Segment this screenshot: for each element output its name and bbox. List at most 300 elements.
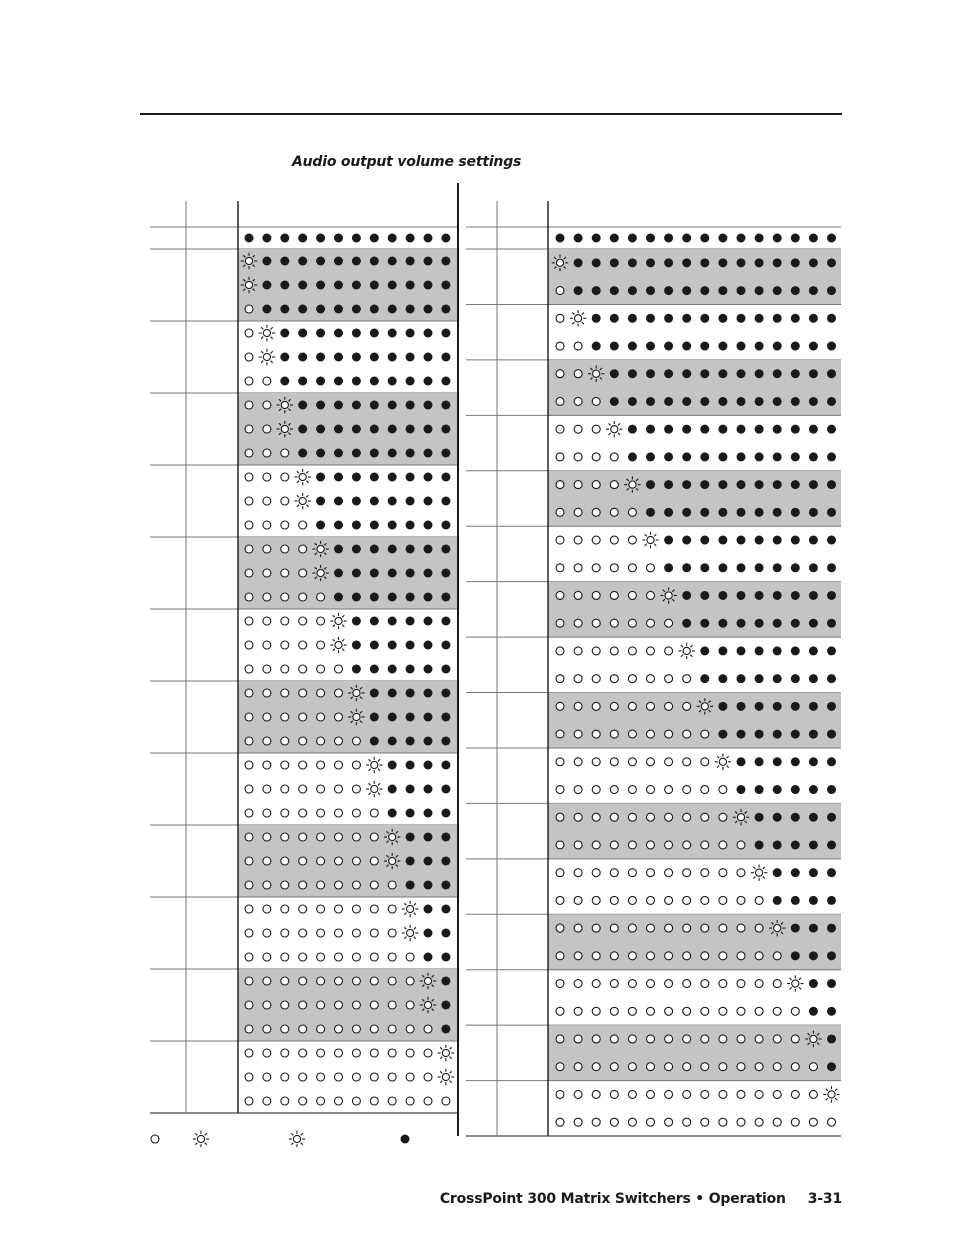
filled-circle-icon: [773, 868, 782, 877]
filled-circle-icon: [388, 809, 397, 818]
filled-circle-icon: [316, 234, 325, 243]
filled-circle-icon: [316, 521, 325, 530]
filled-circle-icon: [334, 377, 343, 386]
filled-circle-icon: [737, 674, 746, 683]
filled-circle-icon: [352, 641, 361, 650]
filled-circle-icon: [646, 397, 655, 406]
shaded-band: [548, 914, 841, 969]
filled-circle-icon: [737, 646, 746, 655]
open-circle-icon: [592, 453, 600, 461]
filled-circle-icon: [441, 785, 450, 794]
open-circle-icon: [281, 809, 289, 817]
filled-circle-icon: [441, 1025, 450, 1034]
filled-circle-icon: [682, 369, 691, 378]
sunburst-icon: [624, 476, 640, 492]
open-circle-icon: [370, 929, 378, 937]
filled-circle-icon: [700, 452, 709, 461]
open-circle-icon: [719, 896, 727, 904]
open-circle-icon: [701, 1063, 709, 1071]
filled-circle-icon: [700, 314, 709, 323]
open-circle-icon: [370, 809, 378, 817]
open-circle-icon: [352, 953, 360, 961]
open-circle-icon: [610, 952, 618, 960]
open-circle-icon: [281, 881, 289, 889]
open-circle-icon: [574, 536, 582, 544]
open-circle-icon: [245, 377, 253, 385]
open-circle-icon: [281, 497, 289, 505]
filled-circle-icon: [827, 730, 836, 739]
filled-circle-icon: [441, 425, 450, 434]
open-circle-icon: [556, 564, 564, 572]
filled-circle-icon: [592, 342, 601, 351]
filled-circle-icon: [352, 497, 361, 506]
filled-circle-icon: [791, 868, 800, 877]
filled-circle-icon: [352, 449, 361, 458]
filled-circle-icon: [737, 591, 746, 600]
open-circle-icon: [592, 619, 600, 627]
filled-circle-icon: [718, 314, 727, 323]
sunburst-icon: [295, 493, 311, 509]
open-circle-icon: [335, 665, 343, 673]
filled-circle-icon: [773, 536, 782, 545]
open-circle-icon: [628, 619, 636, 627]
open-circle-icon: [683, 1063, 691, 1071]
open-circle-icon: [299, 881, 307, 889]
open-circle-icon: [574, 675, 582, 683]
open-circle-icon: [388, 1001, 396, 1009]
open-circle-icon: [683, 702, 691, 710]
filled-circle-icon: [737, 785, 746, 794]
open-circle-icon: [574, 397, 582, 405]
open-circle-icon: [370, 953, 378, 961]
open-circle-icon: [263, 1073, 271, 1081]
open-circle-icon: [647, 980, 655, 988]
filled-circle-icon: [755, 757, 764, 766]
open-circle-icon: [665, 841, 673, 849]
filled-circle-icon: [424, 449, 433, 458]
sunburst-icon: [570, 310, 586, 326]
open-circle-icon: [281, 713, 289, 721]
filled-circle-icon: [737, 757, 746, 766]
open-circle-icon: [370, 977, 378, 985]
open-circle-icon: [574, 924, 582, 932]
open-circle-icon: [263, 545, 271, 553]
open-circle-icon: [647, 1063, 655, 1071]
open-circle-icon: [665, 896, 673, 904]
open-circle-icon: [737, 1063, 745, 1071]
open-circle-icon: [701, 841, 709, 849]
filled-circle-icon: [791, 314, 800, 323]
open-circle-icon: [665, 1063, 673, 1071]
open-circle-icon: [281, 1025, 289, 1033]
filled-circle-icon: [406, 737, 415, 746]
open-circle-icon: [574, 370, 582, 378]
filled-circle-icon: [700, 591, 709, 600]
filled-circle-icon: [334, 545, 343, 554]
sunburst-icon: [366, 757, 382, 773]
filled-circle-icon: [755, 286, 764, 295]
filled-circle-icon: [406, 521, 415, 530]
open-circle-icon: [245, 473, 253, 481]
filled-circle-icon: [827, 1034, 836, 1043]
filled-circle-icon: [646, 286, 655, 295]
filled-circle-icon: [406, 281, 415, 290]
open-circle-icon: [388, 977, 396, 985]
filled-circle-icon: [316, 329, 325, 338]
filled-circle-icon: [298, 449, 307, 458]
filled-circle-icon: [388, 545, 397, 554]
open-circle-icon: [335, 857, 343, 865]
filled-circle-icon: [827, 868, 836, 877]
filled-circle-icon: [406, 377, 415, 386]
filled-circle-icon: [628, 369, 637, 378]
filled-circle-icon: [773, 397, 782, 406]
open-circle-icon: [245, 1073, 253, 1081]
filled-circle-icon: [592, 286, 601, 295]
filled-circle-icon: [406, 881, 415, 890]
filled-circle-icon: [700, 563, 709, 572]
filled-circle-icon: [388, 425, 397, 434]
open-circle-icon: [628, 675, 636, 683]
open-circle-icon: [263, 401, 271, 409]
filled-circle-icon: [298, 305, 307, 314]
filled-circle-icon: [388, 641, 397, 650]
open-circle-icon: [335, 905, 343, 913]
open-circle-icon: [245, 833, 253, 841]
filled-circle-icon: [441, 1001, 450, 1010]
filled-circle-icon: [827, 480, 836, 489]
open-circle-icon: [263, 953, 271, 961]
open-circle-icon: [773, 1090, 781, 1098]
open-circle-icon: [245, 1001, 253, 1009]
filled-circle-icon: [791, 563, 800, 572]
filled-circle-icon: [791, 757, 800, 766]
open-circle-icon: [245, 713, 253, 721]
sunburst-icon: [312, 565, 328, 581]
filled-circle-icon: [316, 473, 325, 482]
filled-circle-icon: [352, 305, 361, 314]
filled-circle-icon: [700, 397, 709, 406]
open-circle-icon: [647, 564, 655, 572]
filled-circle-icon: [718, 563, 727, 572]
open-circle-icon: [556, 619, 564, 627]
filled-circle-icon: [737, 619, 746, 628]
filled-circle-icon: [737, 258, 746, 267]
filled-circle-icon: [316, 425, 325, 434]
open-circle-icon: [299, 977, 307, 985]
open-circle-icon: [263, 857, 271, 865]
filled-circle-icon: [827, 785, 836, 794]
open-circle-icon: [352, 857, 360, 865]
filled-circle-icon: [809, 480, 818, 489]
open-circle-icon: [442, 1097, 450, 1105]
filled-circle-icon: [718, 397, 727, 406]
open-circle-icon: [628, 841, 636, 849]
filled-circle-icon: [755, 563, 764, 572]
filled-circle-icon: [827, 452, 836, 461]
filled-circle-icon: [791, 536, 800, 545]
filled-circle-icon: [755, 674, 764, 683]
filled-circle-icon: [773, 342, 782, 351]
open-circle-icon: [245, 497, 253, 505]
open-circle-icon: [299, 1097, 307, 1105]
open-circle-icon: [773, 1007, 781, 1015]
filled-circle-icon: [827, 1007, 836, 1016]
open-circle-icon: [665, 1118, 673, 1126]
open-circle-icon: [263, 377, 271, 385]
filled-circle-icon: [827, 425, 836, 434]
open-circle-icon: [281, 977, 289, 985]
open-circle-icon: [755, 1007, 763, 1015]
filled-circle-icon: [574, 234, 583, 243]
filled-circle-icon: [682, 425, 691, 434]
open-circle-icon: [610, 730, 618, 738]
open-circle-icon: [628, 591, 636, 599]
open-circle-icon: [592, 675, 600, 683]
open-circle-icon: [665, 980, 673, 988]
filled-circle-icon: [809, 868, 818, 877]
open-circle-icon: [335, 953, 343, 961]
filled-circle-icon: [424, 329, 433, 338]
filled-circle-icon: [809, 1007, 818, 1016]
shaded-band: [548, 803, 841, 858]
open-circle-icon: [683, 924, 691, 932]
open-circle-icon: [701, 1035, 709, 1043]
table-caption: Audio output volume settings: [292, 154, 522, 170]
filled-circle-icon: [664, 508, 673, 517]
filled-circle-icon: [628, 342, 637, 351]
filled-circle-icon: [718, 342, 727, 351]
open-circle-icon: [574, 425, 582, 433]
open-circle-icon: [370, 1025, 378, 1033]
filled-circle-icon: [298, 377, 307, 386]
open-circle-icon: [610, 1063, 618, 1071]
open-circle-icon: [755, 1090, 763, 1098]
open-circle-icon: [683, 952, 691, 960]
shaded-band: [548, 249, 841, 304]
open-circle-icon: [755, 1118, 763, 1126]
open-circle-icon: [701, 730, 709, 738]
filled-circle-icon: [809, 591, 818, 600]
filled-circle-icon: [755, 258, 764, 267]
open-circle-icon: [317, 737, 325, 745]
open-circle-icon: [556, 1063, 564, 1071]
open-circle-icon: [335, 1049, 343, 1057]
open-circle-icon: [647, 591, 655, 599]
filled-circle-icon: [628, 314, 637, 323]
filled-circle-icon: [773, 619, 782, 628]
open-circle-icon: [610, 481, 618, 489]
open-circle-icon: [683, 1035, 691, 1043]
open-circle-icon: [352, 905, 360, 913]
sunburst-icon: [384, 853, 400, 869]
open-circle-icon: [773, 1063, 781, 1071]
open-circle-icon: [299, 521, 307, 529]
filled-circle-icon: [827, 508, 836, 517]
open-circle-icon: [683, 813, 691, 821]
open-circle-icon: [263, 833, 271, 841]
open-circle-icon: [628, 1090, 636, 1098]
open-circle-icon: [299, 953, 307, 961]
filled-circle-icon: [280, 305, 289, 314]
open-circle-icon: [628, 702, 636, 710]
sunburst-icon: [384, 829, 400, 845]
open-circle-icon: [592, 841, 600, 849]
filled-circle-icon: [406, 833, 415, 842]
filled-circle-icon: [334, 329, 343, 338]
sunburst-icon: [241, 253, 257, 269]
open-circle-icon: [628, 730, 636, 738]
open-circle-icon: [628, 1035, 636, 1043]
filled-circle-icon: [791, 452, 800, 461]
sunburst-icon: [733, 809, 749, 825]
filled-circle-icon: [827, 979, 836, 988]
filled-circle-icon: [370, 713, 379, 722]
filled-circle-icon: [718, 619, 727, 628]
filled-circle-icon: [424, 953, 433, 962]
open-circle-icon: [592, 397, 600, 405]
open-circle-icon: [317, 713, 325, 721]
filled-circle-icon: [646, 234, 655, 243]
filled-circle-icon: [755, 730, 764, 739]
filled-circle-icon: [370, 617, 379, 626]
filled-circle-icon: [773, 369, 782, 378]
open-circle-icon: [647, 1118, 655, 1126]
filled-circle-icon: [388, 329, 397, 338]
open-circle-icon: [299, 905, 307, 913]
filled-circle-icon: [610, 397, 619, 406]
filled-circle-icon: [406, 569, 415, 578]
open-circle-icon: [647, 896, 655, 904]
filled-circle-icon: [646, 258, 655, 267]
open-circle-icon: [592, 564, 600, 572]
sunburst-icon: [805, 1031, 821, 1047]
filled-circle-icon: [441, 809, 450, 818]
open-circle-icon: [370, 1097, 378, 1105]
filled-circle-icon: [298, 425, 307, 434]
sunburst-icon: [312, 541, 328, 557]
open-circle-icon: [574, 1118, 582, 1126]
filled-circle-icon: [424, 617, 433, 626]
open-circle-icon: [281, 1073, 289, 1081]
open-circle-icon: [683, 675, 691, 683]
sunburst-icon: [697, 698, 713, 714]
open-circle-icon: [628, 952, 636, 960]
filled-circle-icon: [298, 401, 307, 410]
open-circle-icon: [281, 473, 289, 481]
filled-circle-icon: [334, 234, 343, 243]
filled-circle-icon: [424, 521, 433, 530]
filled-circle-icon: [424, 905, 433, 914]
filled-circle-icon: [441, 593, 450, 602]
open-circle-icon: [556, 591, 564, 599]
filled-circle-icon: [737, 369, 746, 378]
open-circle-icon: [370, 1001, 378, 1009]
filled-circle-icon: [773, 480, 782, 489]
open-circle-icon: [574, 647, 582, 655]
filled-circle-icon: [773, 730, 782, 739]
open-circle-icon: [317, 953, 325, 961]
filled-circle-icon: [388, 449, 397, 458]
filled-circle-icon: [827, 258, 836, 267]
filled-circle-icon: [827, 674, 836, 683]
filled-circle-icon: [352, 401, 361, 410]
filled-circle-icon: [646, 480, 655, 489]
filled-circle-icon: [791, 924, 800, 933]
filled-circle-icon: [827, 369, 836, 378]
filled-circle-icon: [406, 353, 415, 362]
filled-circle-icon: [610, 258, 619, 267]
open-circle-icon: [352, 785, 360, 793]
filled-circle-icon: [682, 234, 691, 243]
filled-circle-icon: [755, 536, 764, 545]
open-circle-icon: [263, 905, 271, 913]
filled-circle-icon: [664, 425, 673, 434]
open-circle-icon: [263, 881, 271, 889]
filled-circle-icon: [646, 342, 655, 351]
open-circle-icon: [574, 619, 582, 627]
open-circle-icon: [556, 786, 564, 794]
filled-circle-icon: [791, 646, 800, 655]
open-circle-icon: [263, 809, 271, 817]
open-circle-icon: [281, 1049, 289, 1057]
open-circle-icon: [683, 758, 691, 766]
filled-circle-icon: [406, 449, 415, 458]
open-circle-icon: [610, 619, 618, 627]
open-circle-icon: [406, 1073, 414, 1081]
open-circle-icon: [719, 924, 727, 932]
filled-circle-icon: [809, 646, 818, 655]
filled-circle-icon: [809, 563, 818, 572]
filled-circle-icon: [424, 401, 433, 410]
filled-circle-icon: [682, 397, 691, 406]
filled-circle-icon: [441, 545, 450, 554]
filled-circle-icon: [406, 713, 415, 722]
filled-circle-icon: [441, 977, 450, 986]
footer-title: CrossPoint 300 Matrix Switchers • Operation: [439, 1191, 786, 1207]
sunburst-icon: [259, 325, 275, 341]
open-circle-icon: [628, 536, 636, 544]
filled-circle-icon: [827, 536, 836, 545]
filled-circle-icon: [737, 397, 746, 406]
filled-circle-icon: [791, 702, 800, 711]
open-circle-icon: [281, 641, 289, 649]
open-circle-icon: [556, 508, 564, 516]
filled-circle-icon: [773, 896, 782, 905]
shaded-band: [548, 1025, 841, 1080]
filled-circle-icon: [370, 569, 379, 578]
open-circle-icon: [610, 647, 618, 655]
filled-circle-icon: [352, 593, 361, 602]
open-circle-icon: [574, 869, 582, 877]
open-circle-icon: [335, 833, 343, 841]
open-circle-icon: [592, 1118, 600, 1126]
open-circle-icon: [388, 1073, 396, 1081]
filled-circle-icon: [737, 536, 746, 545]
open-circle-icon: [556, 841, 564, 849]
open-circle-icon: [737, 1090, 745, 1098]
filled-circle-icon: [370, 665, 379, 674]
sunburst-icon: [348, 709, 364, 725]
open-circle-icon: [592, 1035, 600, 1043]
filled-circle-icon: [370, 521, 379, 530]
open-circle-icon: [406, 1049, 414, 1057]
open-circle-icon: [245, 929, 253, 937]
open-circle-icon: [683, 1090, 691, 1098]
open-circle-icon: [263, 641, 271, 649]
filled-circle-icon: [700, 425, 709, 434]
filled-circle-icon: [682, 286, 691, 295]
